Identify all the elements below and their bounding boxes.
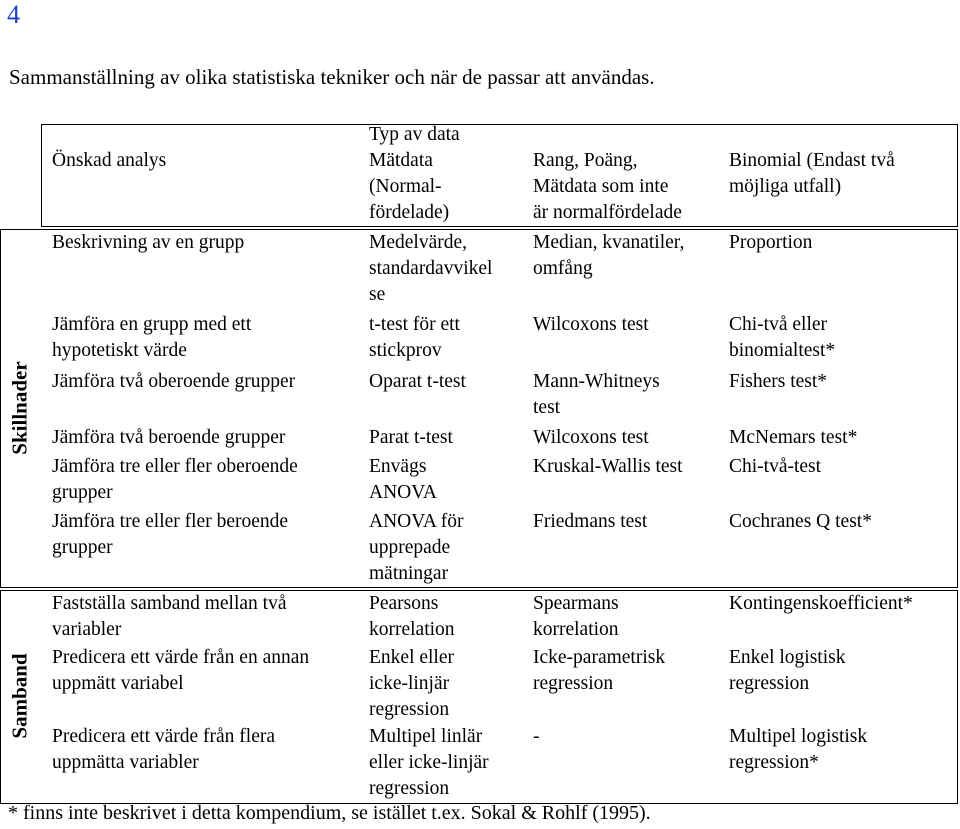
row-analysis: Jämföra två beroende grupper: [52, 427, 286, 448]
row-rang: Spearmans korrelation: [533, 593, 619, 640]
header-matdata: Mätdata (Normal- fördelade): [369, 150, 450, 223]
row-binomial: Chi-två eller binomialtest*: [729, 314, 836, 361]
row-matdata: Envägs ANOVA: [369, 456, 437, 503]
row-matdata: Medelvärde, standardavvikel se: [369, 232, 493, 305]
page-number: 4: [7, 0, 20, 29]
row-rang: Icke-parametrisk regression: [533, 647, 666, 694]
row-binomial: Kontingenskoefficient*: [729, 593, 913, 614]
header-analysis: Önskad analys: [52, 150, 167, 171]
row-rang: -: [533, 726, 540, 747]
row-rang: Median, kvanatiler, omfång: [533, 232, 685, 279]
row-binomial: Enkel logistisk regression: [729, 647, 846, 694]
row-rang: Wilcoxons test: [533, 314, 649, 335]
row-analysis: Jämföra tre eller fler beroende grupper: [52, 511, 289, 558]
group-label-skillnader: Skillnader: [7, 361, 32, 455]
row-binomial: Chi-två-test: [729, 456, 822, 477]
row-matdata: Enkel eller icke-linjär regression: [369, 647, 454, 720]
row-analysis: Jämföra en grupp med ett hypotetiskt värde: [52, 314, 252, 361]
row-matdata: Pearsons korrelation: [369, 593, 455, 640]
row-analysis: Beskrivning av en grupp: [52, 232, 245, 253]
row-matdata: Oparat t-test: [369, 371, 466, 392]
row-matdata: t-test för ett stickprov: [369, 314, 460, 361]
row-rang: Friedmans test: [533, 511, 648, 532]
row-rang: Mann-Whitneys test: [533, 371, 660, 418]
row-binomial: Fishers test*: [729, 371, 828, 392]
row-analysis: Fastställa samband mellan två variabler: [52, 593, 287, 640]
header-binomial: Binomial (Endast två möjliga utfall): [729, 150, 895, 197]
row-binomial: Proportion: [729, 232, 813, 253]
header-typ-av-data: Typ av data: [369, 124, 460, 145]
row-binomial: McNemars test*: [729, 427, 858, 448]
row-analysis: Jämföra två oberoende grupper: [52, 371, 296, 392]
row-analysis: Predicera ett värde från en annan uppmätt variabel: [52, 647, 310, 694]
footnote: * finns inte beskrivet i detta kompendium, se istället t.ex. Sokal & Rohlf (1995).: [8, 802, 651, 824]
row-rang: Wilcoxons test: [533, 427, 649, 448]
intro-text: Sammanställning av olika statistiska tekniker och när de passar att användas.: [9, 65, 655, 89]
row-binomial: Cochranes Q test*: [729, 511, 872, 532]
row-matdata: Multipel linlär eller icke-linjär regression: [369, 726, 489, 799]
row-binomial: Multipel logistisk regression*: [729, 726, 868, 773]
row-rang: Kruskal-Wallis test: [533, 456, 683, 477]
row-analysis: Predicera ett värde från flera uppmätta variabler: [52, 726, 276, 773]
header-rang: Rang, Poäng, Mätdata som inte är normalfördelade: [533, 150, 682, 223]
row-matdata: Parat t-test: [369, 427, 453, 448]
group-label-samband: Samband: [7, 653, 32, 739]
row-analysis: Jämföra tre eller fler oberoende grupper: [52, 456, 298, 503]
row-matdata: ANOVA för upprepade mätningar: [369, 511, 464, 584]
